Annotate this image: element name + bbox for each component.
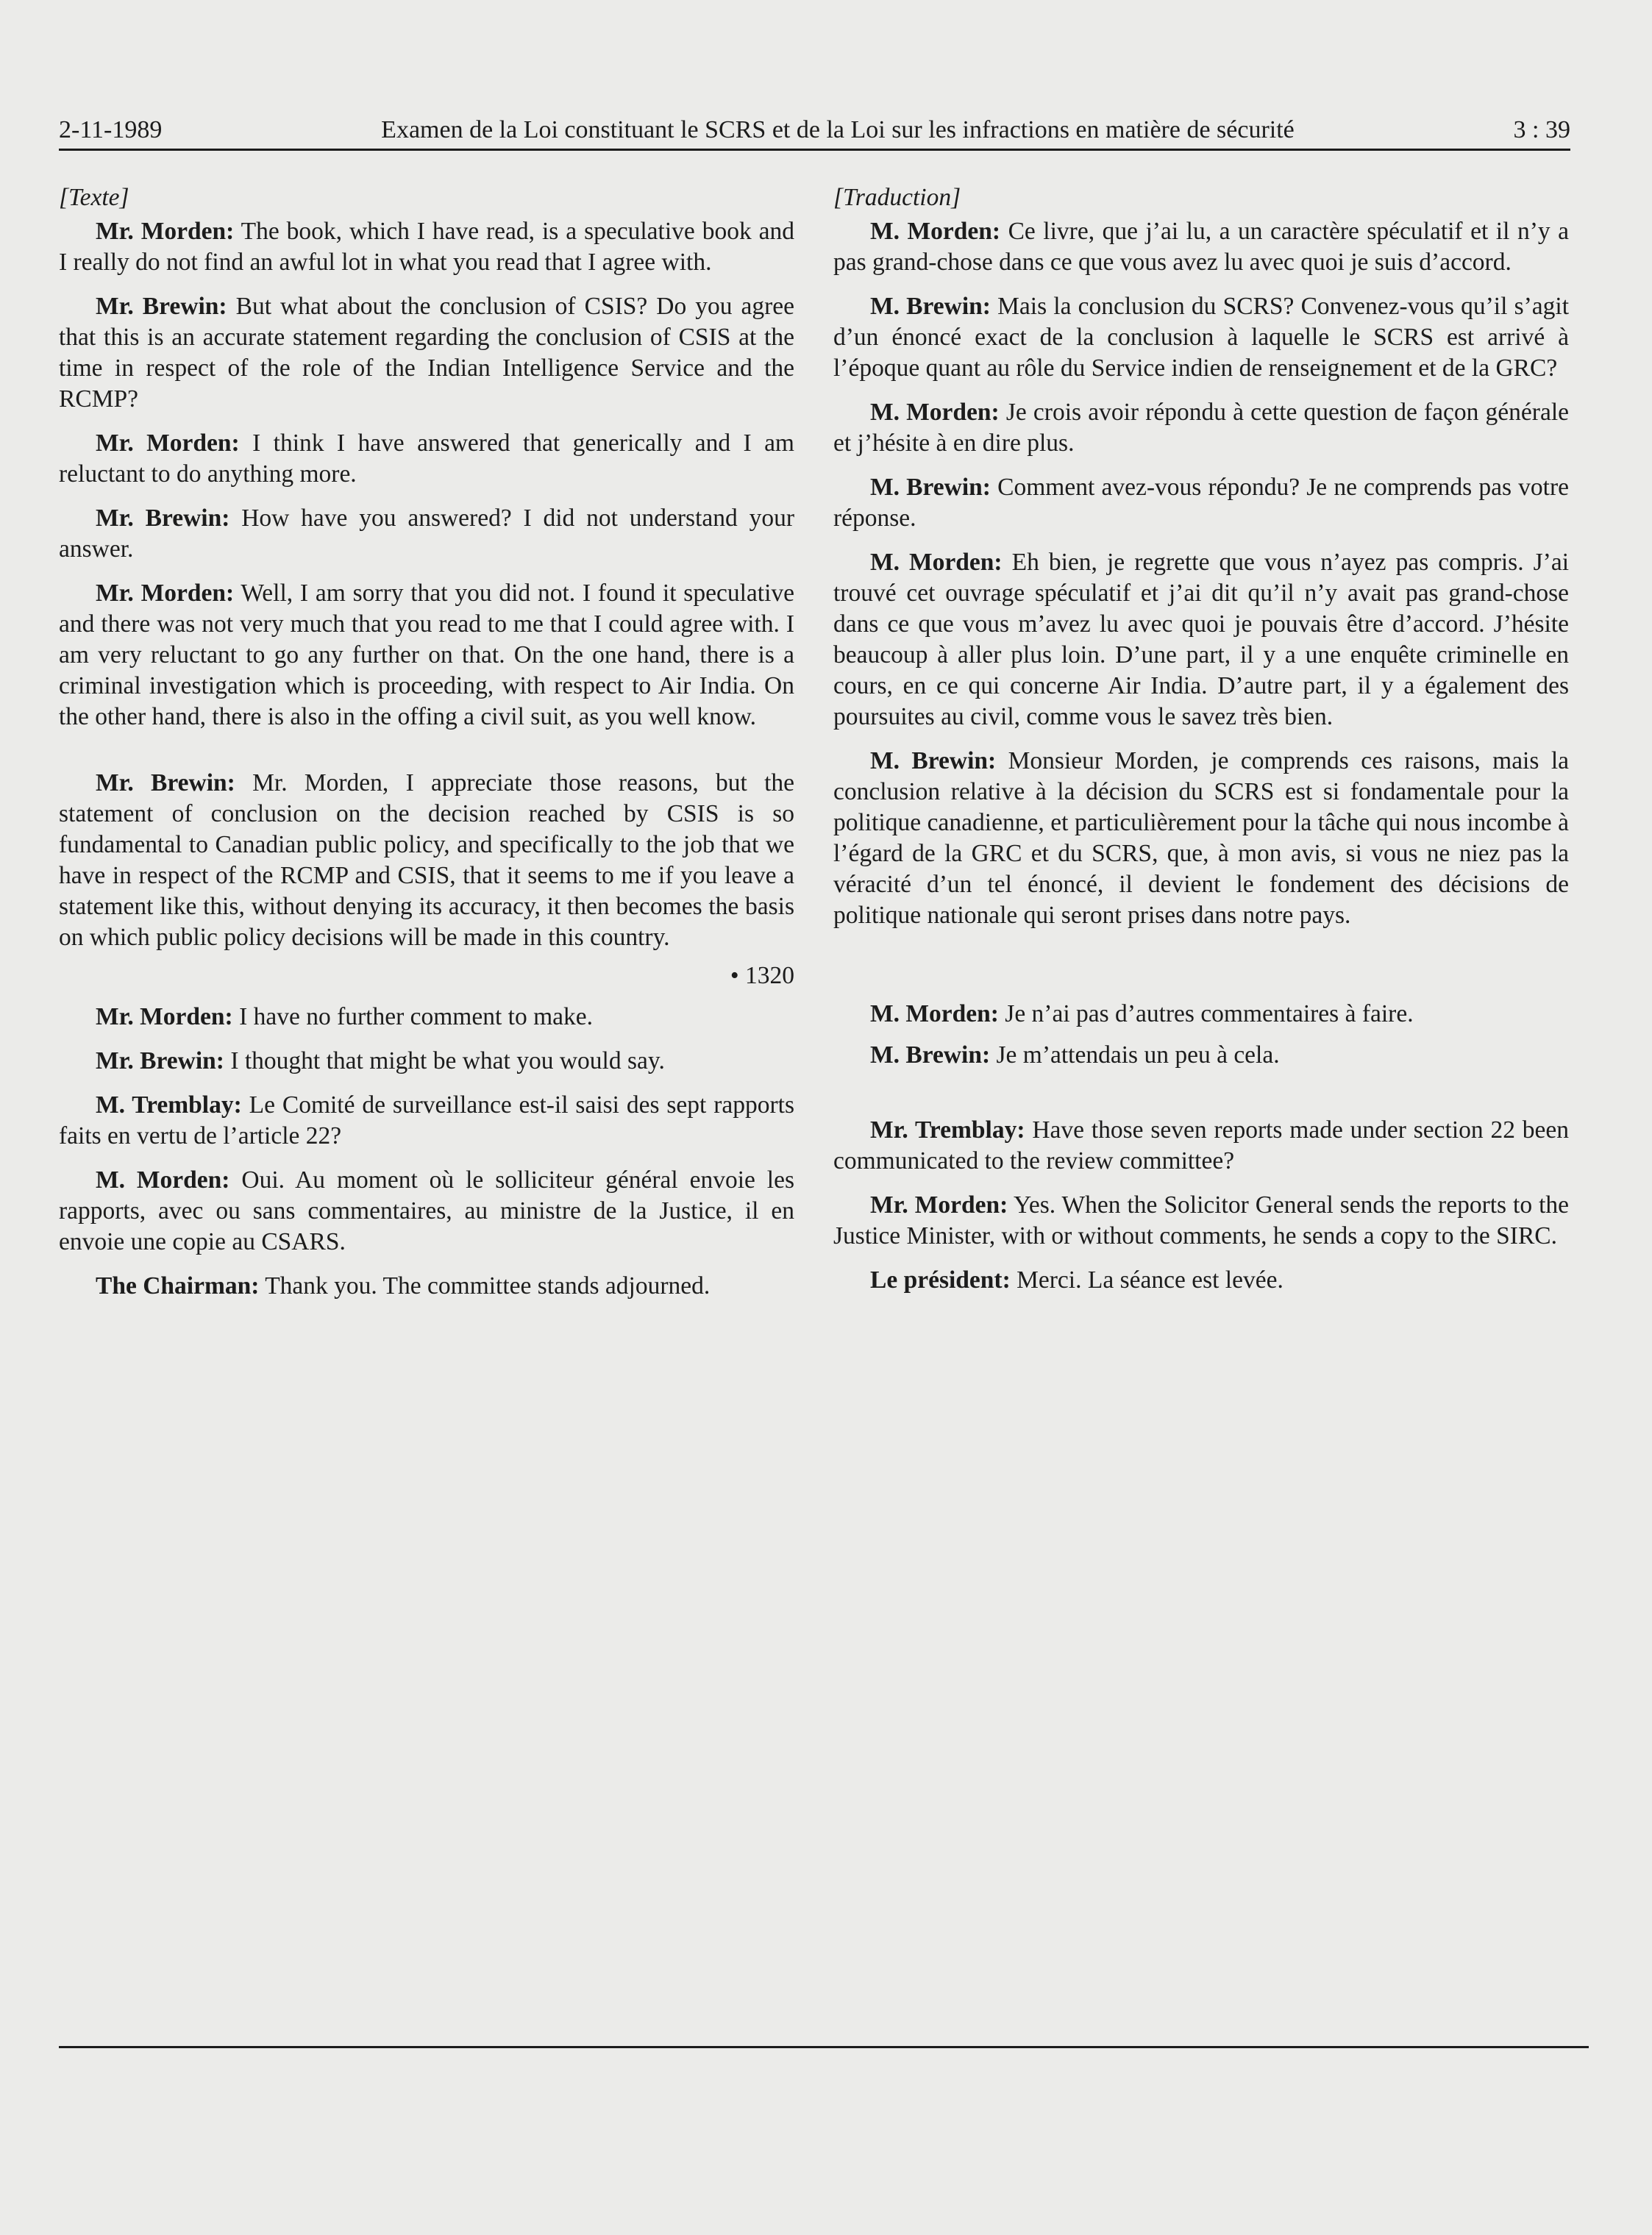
speaker: Mr. Brewin: bbox=[96, 505, 230, 532]
speech: Monsieur Morden, je comprends ces raisons, mais la conclusion relative à la décision du SCRS est si fondamentale pour la politique canadienne, et particulièrement pour la tâche qui nous incombe à l’égard de la GRC et du SCRS, que, à mon avis, si vous ne niez pas la véracité d’un tel énoncé, il devient le fondement des décisions de politique nationale qui seront prises dans notre pays. bbox=[833, 747, 1569, 929]
speech: But what about the conclusion of CSIS? Do you agree that this is an accurate statement regarding the conclusion of CSIS at the time in respect of the role of the Indian Intelligence Service and the RCMP? bbox=[59, 293, 794, 413]
speaker: M. Brewin: bbox=[870, 747, 997, 774]
speech: I thought that might be what you would say. bbox=[230, 1047, 665, 1074]
paragraph bbox=[59, 1090, 794, 1152]
paragraph bbox=[59, 768, 794, 953]
speech: Ce livre, que j’ai lu, a un caractère spéculatif et il n’y a pas grand-chose dans ce que vous avez lu avec quoi je suis d’accord. bbox=[833, 218, 1569, 276]
speaker: Mr. Morden: bbox=[96, 429, 240, 457]
paragraph bbox=[59, 503, 794, 565]
speaker: Mr. Brewin: bbox=[96, 1047, 224, 1074]
speech: I have no further comment to make. bbox=[239, 1003, 593, 1030]
speaker: M. Morden: bbox=[870, 218, 1001, 245]
paragraph bbox=[833, 216, 1569, 278]
paragraph bbox=[833, 547, 1569, 732]
right-column-heading: [Traduction] bbox=[833, 184, 961, 211]
speech: Thank you. The committee stands adjourned. bbox=[265, 1272, 711, 1300]
speaker: The Chairman: bbox=[96, 1272, 260, 1300]
paragraph bbox=[59, 428, 794, 490]
paragraph bbox=[59, 1271, 794, 1302]
speech: Well, I am sorry that you did not. I found it speculative and there was not very much that you read to me that I could agree with. I am very reluctant to go any further on that. On the one hand, there is a criminal investigation which is proceeding, with respect to Air India. On the other hand, there is also in the offing a civil suit, as you well know. bbox=[59, 580, 794, 730]
right-column bbox=[833, 182, 1569, 1309]
speaker: M. Morden: bbox=[870, 399, 1000, 426]
left-column bbox=[59, 182, 794, 1315]
header-page-number: 3 : 39 bbox=[1513, 116, 1570, 143]
paragraph bbox=[833, 746, 1569, 931]
speech: Have those seven reports made under section 22 been communicated to the review committee? bbox=[833, 1116, 1570, 1174]
speaker: Mr. Tremblay: bbox=[870, 1116, 1025, 1144]
speech: How have you answered? I did not understand your answer. bbox=[59, 505, 794, 563]
speech: Je crois avoir répondu à cette question de façon générale et j’hésite à en dire plus. bbox=[833, 399, 1569, 457]
paragraph bbox=[833, 1115, 1569, 1177]
speaker: Mr. Morden: bbox=[96, 218, 235, 245]
paragraph bbox=[59, 1002, 794, 1033]
paragraph bbox=[59, 1165, 794, 1258]
paragraph bbox=[833, 291, 1569, 384]
paragraph bbox=[833, 1190, 1569, 1252]
header-rule bbox=[59, 149, 1570, 151]
paragraph bbox=[833, 999, 1569, 1030]
paragraph bbox=[59, 1046, 794, 1077]
speech: Je m’attendais un peu à cela. bbox=[996, 1041, 1280, 1069]
running-header bbox=[59, 116, 1570, 144]
speaker: Mr. Brewin: bbox=[96, 769, 235, 796]
paragraph bbox=[833, 1040, 1569, 1071]
paragraph bbox=[59, 216, 794, 278]
speech: Comment avez-vous répondu? Je ne comprends pas votre réponse. bbox=[833, 474, 1569, 532]
paragraph bbox=[833, 472, 1569, 534]
speaker: M. Brewin: bbox=[870, 1041, 991, 1069]
paragraph bbox=[833, 1265, 1569, 1296]
speech: Eh bien, je regrette que vous n’ayez pas compris. J’ai trouvé cet ouvrage spéculatif et j’ai dit qu’il n’y avait pas grand-chose dans ce que vous m’avez lu avec quoi je pouvais être d’accord. J’hésite beaucoup à aller plus loin. D’une part, il y a une enquête criminelle en cours, en ce qui concerne Air India. D’autre part, il y a également des poursuites au civil, comme vous le savez très bien. bbox=[833, 549, 1570, 730]
speech: Yes. When the Solicitor General sends the reports to the Justice Minister, with or without comments, he sends a copy to the SIRC. bbox=[833, 1191, 1569, 1250]
time-marker: • 1320 bbox=[730, 962, 794, 989]
header-date: 2-11-1989 bbox=[59, 116, 163, 143]
speech: The book, which I have read, is a speculative book and I really do not find an awful lot in what you read that I agree with. bbox=[59, 218, 795, 276]
speaker: Le président: bbox=[870, 1266, 1011, 1294]
speech: Oui. Au moment où le solliciteur général envoie les rapports, avec ou sans commentaires, au ministre de la Justice, il en envoie une copie au CSARS. bbox=[59, 1166, 795, 1255]
speaker: M. Tremblay: bbox=[96, 1091, 242, 1119]
speaker: Mr. Morden: bbox=[870, 1191, 1008, 1219]
speaker: Mr. Morden: bbox=[96, 1003, 233, 1030]
speech: Mais la conclusion du SCRS? Convenez-vous qu’il s’agit d’un énoncé exact de la conclusion à laquelle le SCRS est arrivé à l’époque quant au rôle du Service indien de renseignement et de la GRC? bbox=[833, 293, 1570, 382]
speech: Mr. Morden, I appreciate those reasons, but the statement of conclusion on the decision reached by CSIS is so fundamental to Canadian public policy, and specifically to the job that we have in respect of the RCMP and CSIS, that it seems to me if you leave a statement like this, without denying its accuracy, it then becomes the basis on which public policy decisions will be made in this country. bbox=[59, 769, 794, 951]
speaker: M. Morden: bbox=[96, 1166, 230, 1194]
speaker: M. Morden: bbox=[870, 549, 1003, 576]
speech: I think I have answered that generically and I am reluctant to do anything more. bbox=[59, 429, 794, 488]
paragraph bbox=[59, 291, 794, 415]
speech: Le Comité de surveillance est-il saisi des sept rapports faits en vertu de l’article 22? bbox=[59, 1091, 794, 1149]
speaker: Mr. Brewin: bbox=[96, 293, 227, 320]
left-column-heading: [Texte] bbox=[59, 184, 129, 211]
speaker: M. Brewin: bbox=[870, 474, 991, 501]
header-title: Examen de la Loi constituant le SCRS et de la Loi sur les infractions en matière de sécurité bbox=[381, 116, 1295, 143]
speech: Je n’ai pas d’autres commentaires à faire. bbox=[1005, 1000, 1414, 1027]
speaker: M. Brewin: bbox=[870, 293, 991, 320]
speaker: M. Morden: bbox=[870, 1000, 999, 1027]
footer-rule bbox=[59, 2046, 1589, 2048]
paragraph bbox=[59, 578, 794, 732]
paragraph bbox=[833, 397, 1569, 459]
speech: Merci. La séance est levée. bbox=[1017, 1266, 1283, 1294]
speaker: Mr. Morden: bbox=[96, 580, 235, 607]
